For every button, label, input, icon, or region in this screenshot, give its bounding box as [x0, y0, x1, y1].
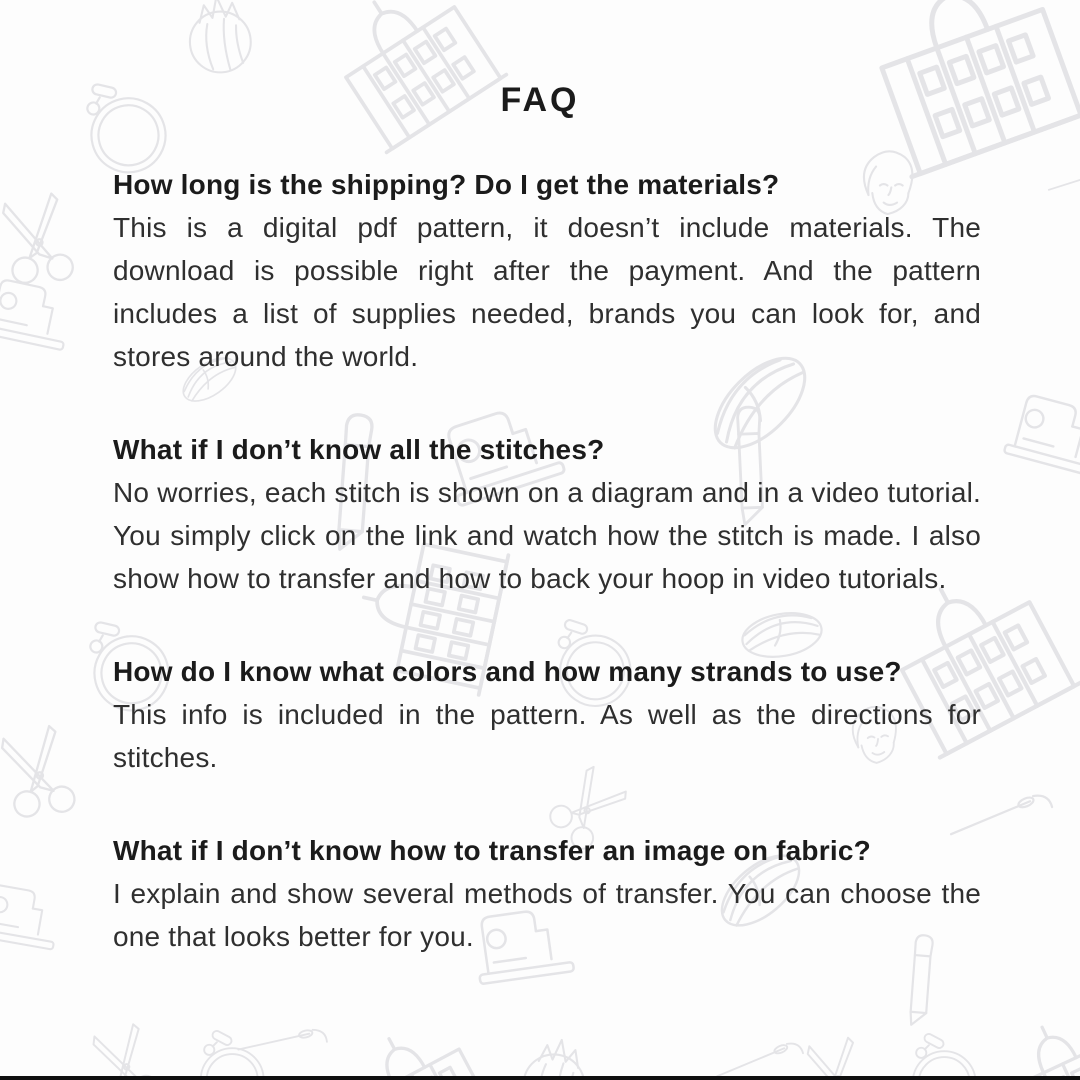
- faq-answer: This info is included in the pattern. As well as the directions for stitches.: [113, 699, 981, 773]
- sewing-machine-icon: [993, 363, 1080, 498]
- faq-item: [113, 163, 981, 378]
- sewing-machine-icon: [0, 251, 91, 370]
- faq-question: What if I don’t know all the stitches?: [113, 434, 605, 465]
- embroidery-hoop-icon: [900, 1035, 985, 1080]
- faq-question: How do I know what colors and how many strands to use?: [113, 656, 902, 687]
- flower-icon: [168, 0, 271, 84]
- faq-answer: This is a digital pdf pattern, it doesn’t include materials. The download is possible right after the payment. And the pattern includes a list of supplies needed, brands you can look for, and stores around the world.: [113, 212, 981, 372]
- flower-icon: [500, 1020, 610, 1080]
- faq-list: [113, 163, 981, 1008]
- page-title: FAQ: [500, 81, 580, 119]
- footer-bar: [0, 1076, 1080, 1080]
- building-icon: [970, 987, 1080, 1080]
- scissors-icon: [69, 1002, 184, 1080]
- sewing-machine-icon: [0, 857, 78, 967]
- faq-question: What if I don’t know how to transfer an image on fabric?: [113, 835, 871, 866]
- scissors-icon: [785, 1018, 893, 1080]
- faq-question: How long is the shipping? Do I get the materials?: [113, 169, 780, 200]
- building-icon: [319, 996, 522, 1080]
- faq-item: [113, 428, 981, 600]
- faq-item: [113, 650, 981, 779]
- faq-answer: I explain and show several methods of transfer. You can choose the one that looks better for you.: [113, 878, 981, 952]
- faq-item: [113, 829, 981, 958]
- faq-answer: No worries, each stitch is shown on a diagram and in a video tutorial. You simply click on the link and watch how the stitch is made. I also show how to transfer and how to back your hoop in video tutorials.: [113, 477, 981, 594]
